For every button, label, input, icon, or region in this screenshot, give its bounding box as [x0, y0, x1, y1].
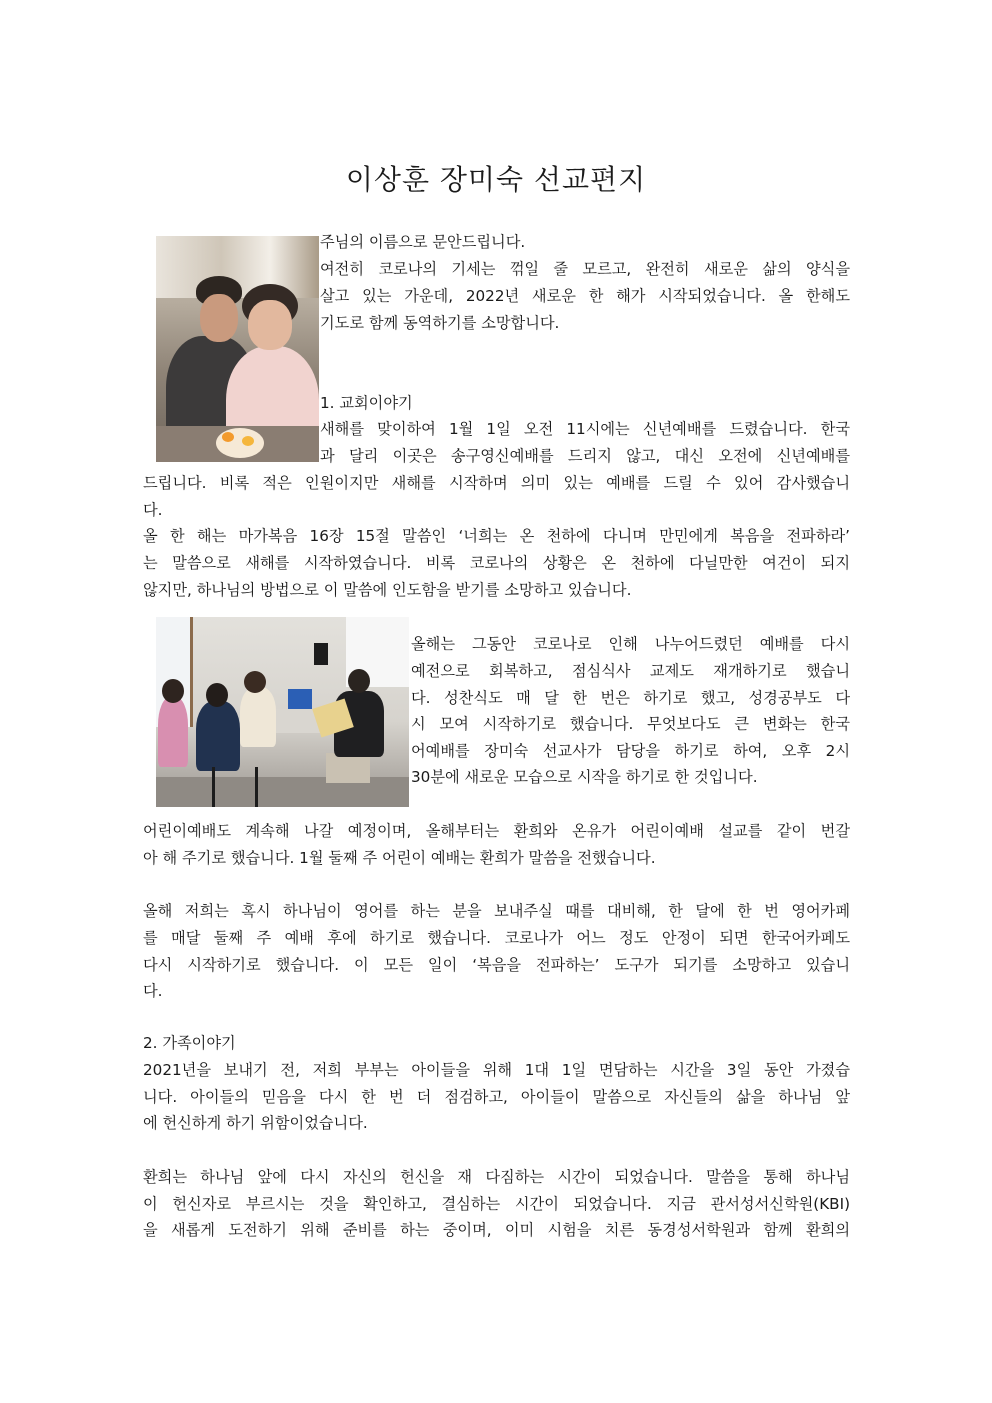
text-line: 않지만, 하나님의 방법으로 이 말씀에 인도함을 받기를 소망하고 있습니다.	[143, 581, 632, 599]
text-line: 다.	[143, 501, 163, 519]
text-line: 여전히 코로나의 기세는 꺾일 줄 모르고, 완전히 새로운 삶의 양식을	[320, 260, 850, 278]
text-line: 주님의 이름으로 문안드립니다.	[320, 233, 526, 251]
text-line: 살고 있는 가운데, 2022년 새로운 한 해가 시작되었습니다. 올 한해도	[320, 287, 850, 305]
text-line: 이 헌신자로 부르시는 것을 확인하고, 결심하는 시간이 되었습니다. 지금 관서성서신학원(KBI)	[143, 1195, 850, 1213]
text-line: 30분에 새로운 모습으로 시작을 하기로 한 것입니다.	[411, 768, 758, 786]
text-line: 과 달리 이곳은 송구영신예배를 드리지 않고, 대신 오전에 신년예배를	[320, 447, 850, 465]
text-line: 올해 저희는 혹시 하나님이 영어를 하는 분을 보내주실 때를 대비해, 한 달에 한 번 영어카페	[143, 902, 850, 920]
section-heading: 1. 교회이야기	[320, 394, 413, 412]
text-line: 에 헌신하게 하기 위함이었습니다.	[143, 1114, 368, 1132]
section-heading: 2. 가족이야기	[143, 1034, 236, 1052]
text-line: 니다. 아이들의 믿음을 다시 한 번 더 점검하고, 아이들이 말씀으로 자신들의 삶을 하나님 앞	[143, 1088, 850, 1106]
text-line: 올 한 해는 마가복음 16장 15절 말씀인 ‘너희는 온 천하에 다니며 만민에게 복음을 전파하라’	[143, 527, 850, 545]
text-line: 새해를 맞이하여 1월 1일 오전 11시에는 신년예배를 드렸습니다. 한국	[320, 420, 850, 438]
text-line: 아 해 주기로 했습니다. 1월 둘째 주 어린이 예배는 환희가 말씀을 전했습니다.	[143, 849, 656, 867]
text-line: 2021년을 보내기 전, 저희 부부는 아이들을 위해 1대 1일 면담하는 시간을 3일 동안 가졌습	[143, 1061, 850, 1079]
text-line: 올해는 그동안 코로나로 인해 나누어드렸던 예배를 다시	[411, 635, 850, 653]
text-line: 드립니다. 비록 적은 인원이지만 새해를 시작하며 의미 있는 예배를 드릴 수 있어 감사했습니	[143, 474, 850, 492]
page-title: 이상훈 장미숙 선교편지	[345, 163, 647, 196]
text-line: 환희는 하나님 앞에 다시 자신의 헌신을 재 다짐하는 시간이 되었습니다. 말씀을 통해 하나님	[143, 1168, 850, 1186]
text-line: 어예배를 장미숙 선교사가 담당을 하기로 하여, 오후 2시	[411, 742, 850, 760]
text-line: 기도로 함께 동역하기를 소망합니다.	[320, 314, 560, 332]
text-line: 어린이예배도 계속해 나갈 예정이며, 올해부터는 환희와 온유가 어린이예배 설교를 같이 번갈	[143, 822, 850, 840]
text-line: 를 매달 둘째 주 예배 후에 하기로 했습니다. 코로나가 어느 정도 안정이 되면 한국어카페도	[143, 929, 850, 947]
couple-photo	[156, 236, 319, 462]
text-line: 다시 시작하기로 했습니다. 이 모든 일이 ‘복음을 전파하는’ 도구가 되기를 소망하고 있습니	[143, 956, 850, 974]
text-line: 예전으로 회복하고, 점심식사 교제도 재개하기로 했습니	[411, 662, 850, 680]
text-line: 다. 성찬식도 매 달 한 번은 하기로 했고, 성경공부도 다	[411, 689, 850, 707]
text-line: 는 말씀으로 새해를 시작하였습니다. 비록 코로나의 상황은 온 천하에 다닐만한 여건이 되지	[143, 554, 850, 572]
children-worship-photo	[156, 617, 409, 807]
text-line: 시 모여 시작하기로 했습니다. 무엇보다도 큰 변화는 한국	[411, 715, 850, 733]
text-line: 을 새롭게 도전하기 위해 준비를 하는 중이며, 이미 시험을 치른 동경성서학원과 함께 환희의	[143, 1221, 850, 1239]
text-line: 다.	[143, 982, 163, 1000]
